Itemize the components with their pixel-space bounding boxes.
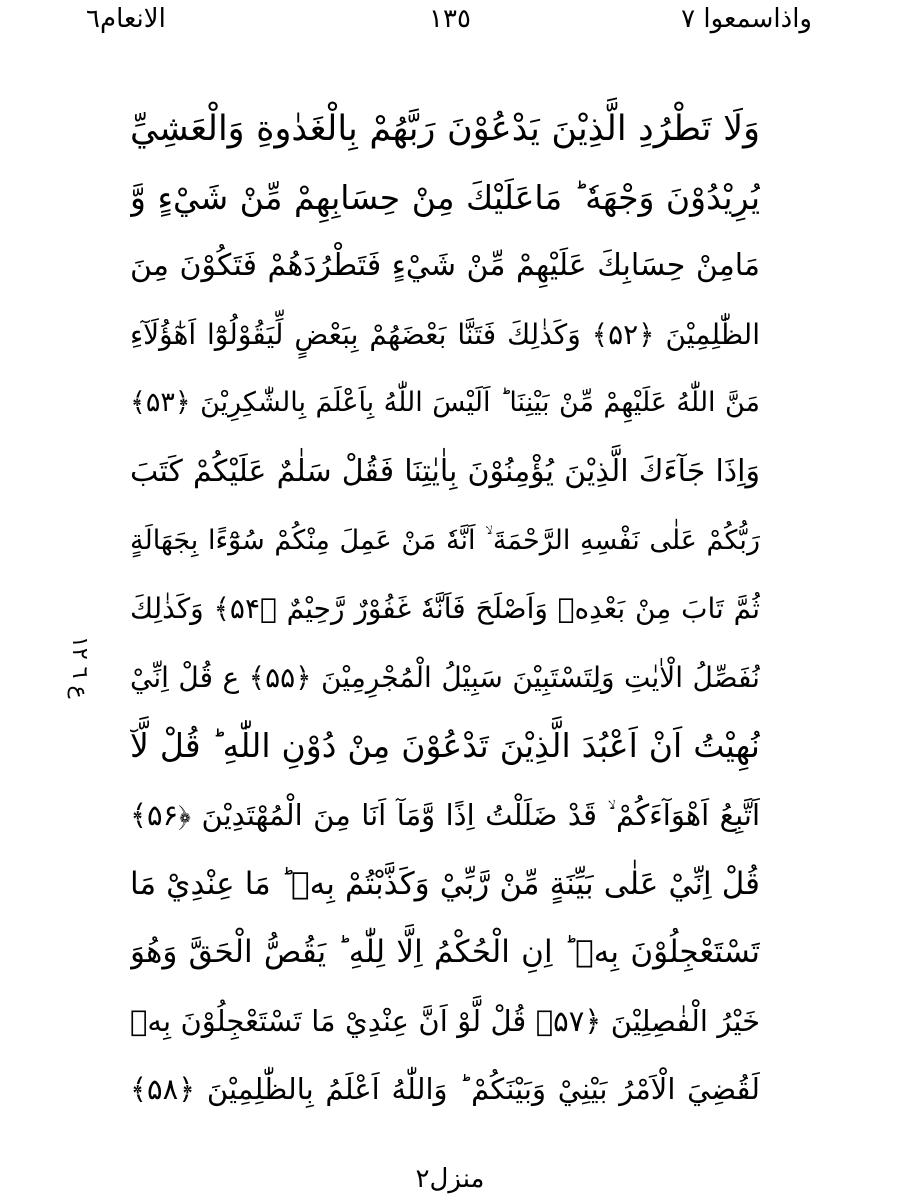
text-line: تَسْتَعْجِلُوْنَ بِهٖ ؕ اِنِ الْحُكْمُ اِلَّا لِلّٰهِ ؕ يَقُصُّ الْحَقَّ وَهُوَ: [130, 934, 760, 971]
text-line: قُلْ اِنِّيْ عَلٰى بَيِّنَةٍ مِّنْ رَّبِّيْ وَكَذَّبْتُمْ بِهٖ ؕ مَا عِنْدِيْ مَا: [130, 865, 760, 902]
text-line: وَاِذَا جَآءَكَ الَّذِيْنَ يُؤْمِنُوْنَ بِاٰيٰتِنَا فَقُلْ سَلٰمٌ عَلَيْكُمْ كَتَبَ: [130, 453, 760, 489]
text-line: مَنَّ اللّٰهُ عَلَيْهِمْ مِّنْ بَيْنِنَا ؕ اَلَيْسَ اللّٰهُ بِاَعْلَمَ بِالشّٰكِرِيْنَ ﴿۵۳﴾: [130, 387, 760, 419]
manzil-footer: منزل٢: [415, 1164, 485, 1194]
text-line: نُهِيْتُ اَنْ اَعْبُدَ الَّذِيْنَ تَدْعُوْنَ مِنْ دُوْنِ اللّٰهِ ؕ قُلْ لَّآ: [130, 726, 760, 766]
text-line: رَبُّكُمْ عَلٰى نَفْسِهِ الرَّحْمَةَ ۙ اَنَّهٗ مَنْ عَمِلَ مِنْكُمْ سُوْٓءًا بِجَهَالَةٍ: [130, 524, 760, 556]
text-line: نُفَصِّلُ الْاٰيٰتِ وَلِتَسْتَبِيْنَ سَبِيْلُ الْمُجْرِمِيْنَ ﴿۵۵﴾ ع قُلْ اِنِّيْ: [130, 660, 760, 694]
text-line: يُرِيْدُوْنَ وَجْهَهٗ ؕ مَاعَلَيْكَ مِنْ حِسَابِهِمْ مِّنْ شَيْءٍ وَّ: [130, 177, 760, 217]
text-line: ثُمَّ تَابَ مِنْ بَعْدِهٖ وَاَصْلَحَ فَاَنَّهٗ غَفُوْرٌ رَّحِيْمٌ ﴿۵۴﴾ وَكَذٰلِكَ: [130, 592, 760, 626]
page-number: ١٣٥: [429, 4, 471, 34]
surah-name: الانعام٦: [86, 4, 166, 34]
verse-text-block: [130, 95, 760, 1124]
text-line: وَلَا تَطْرُدِ الَّذِيْنَ يَدْعُوْنَ رَبَّهُمْ بِالْغَدٰوةِ وَالْعَشِيِّ: [130, 109, 760, 149]
para-name: واذاسمعوا ٧: [681, 4, 812, 34]
text-line: الظّٰلِمِيْنَ ﴿۵۲﴾ وَكَذٰلِكَ فَتَنَّا بَعْضَهُمْ بِبَعْضٍ لِّيَقُوْلُوْٓا اَهٰٓؤُلَآءِ: [130, 317, 760, 351]
text-line: اَتَّبِعُ اَهْوَآءَكُمْ ۙ قَدْ ضَلَلْتُ اِذًا وَّمَآ اَنَا مِنَ الْمُهْتَدِيْنَ ﴿۵۶﴾: [130, 797, 760, 832]
text-line: لَقُضِيَ الْاَمْرُ بَيْنِيْ وَبَيْنَكُمْ ؕ وَاللّٰهُ اَعْلَمُ بِالظّٰلِمِيْنَ ﴿۵۸﴾: [130, 1072, 760, 1107]
text-line: خَيْرُ الْفٰصِلِيْنَ ﴿۵۷﴾ قُلْ لَّوْ اَنَّ عِنْدِيْ مَا تَسْتَعْجِلُوْنَ بِهٖ: [130, 1003, 760, 1038]
text-line: مَامِنْ حِسَابِكَ عَلَيْهِمْ مِّنْ شَيْءٍ فَتَطْرُدَهُمْ فَتَكُوْنَ مِنَ: [130, 248, 760, 284]
ruku-marker: ع ٦ ١٢: [67, 635, 92, 699]
